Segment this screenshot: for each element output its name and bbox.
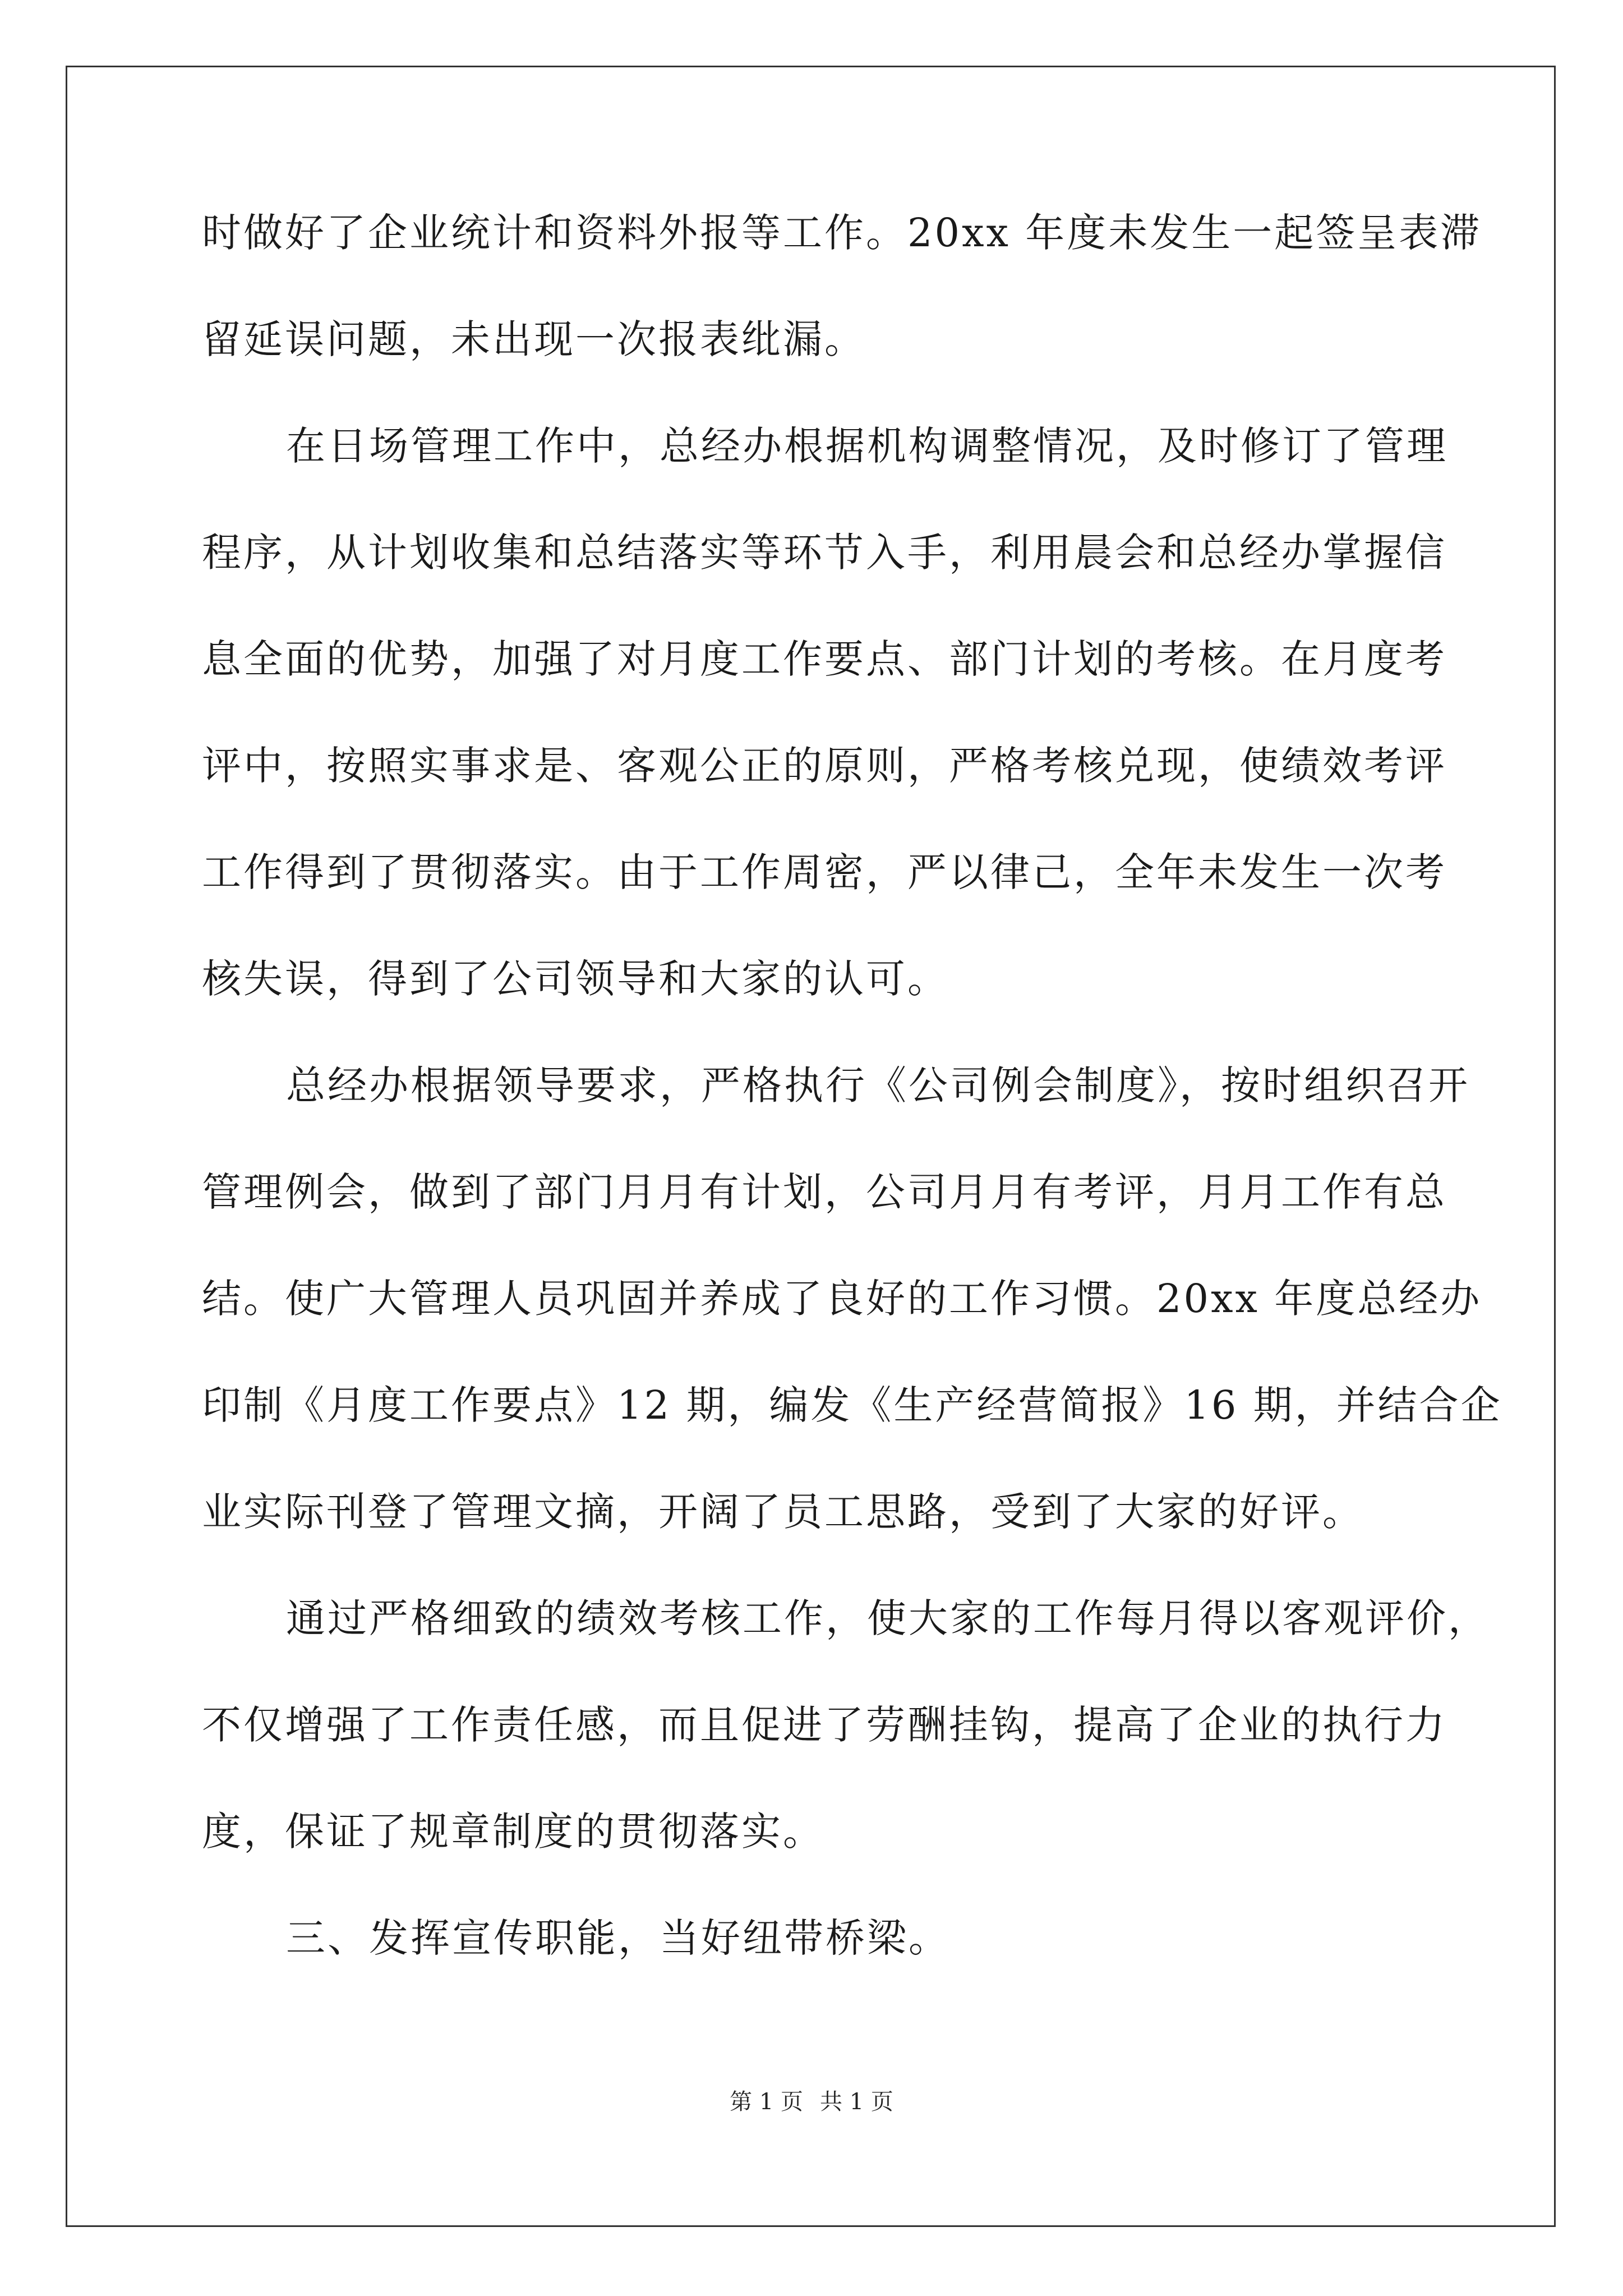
page-total: 共 1 页 [820,2089,893,2115]
text-line: 核失误，得到了公司领导和大家的认可。 [202,956,949,1002]
text-line: 时做好了企业统计和资料外报等工作。20xx 年度未发生一起签呈表滞 [202,210,1482,256]
page-number: 第 1 页 [730,2089,803,2115]
text-line: 总经办根据领导要求，严格执行《公司例会制度》，按时组织召开 [286,1062,1470,1108]
paragraph [202,210,1482,362]
section-heading: 三、发挥宣传职能，当好纽带桥梁。 [286,1915,950,1961]
text-line: 不仅增强了工作责任感，而且促进了劳酬挂钩，提高了企业的执行力 [202,1702,1447,1748]
text-line: 工作得到了贯彻落实。由于工作周密，严以律己，全年未发生一次考 [202,849,1447,895]
text-line: 印制《月度工作要点》12 期，编发《生产经营简报》16 期，并结合企 [202,1382,1502,1428]
text-line: 在日场管理工作中，总经办根据机构调整情况，及时修订了管理 [286,423,1448,469]
text-line: 通过严格细致的绩效考核工作，使大家的工作每月得以客观评价， [286,1595,1490,1641]
text-line: 管理例会，做到了部门月月有计划，公司月月有考评，月月工作有总 [202,1169,1447,1215]
paragraph [202,1062,1502,1535]
paragraph [202,1595,1490,1855]
paragraph [202,423,1448,1002]
text-line: 业实际刊登了管理文摘，开阔了员工思路，受到了大家的好评。 [202,1489,1364,1535]
text-line: 留延误问题，未出现一次报表纰漏。 [202,316,866,362]
page-footer [0,2090,1623,2114]
paragraph [202,1915,1436,1961]
text-line: 结。使广大管理人员巩固并养成了良好的工作习惯。20xx 年度总经办 [202,1276,1482,1322]
text-line: 程序，从计划收集和总结落实等环节入手，利用晨会和总经办掌握信 [202,530,1447,576]
text-line: 度，保证了规章制度的贯彻落实。 [202,1809,824,1855]
document-body [202,210,1502,2025]
text-line: 息全面的优势，加强了对月度工作要点、部门计划的考核。在月度考 [202,636,1447,682]
text-line: 评中，按照实事求是、客观公正的原则，严格考核兑现，使绩效考评 [202,743,1447,789]
